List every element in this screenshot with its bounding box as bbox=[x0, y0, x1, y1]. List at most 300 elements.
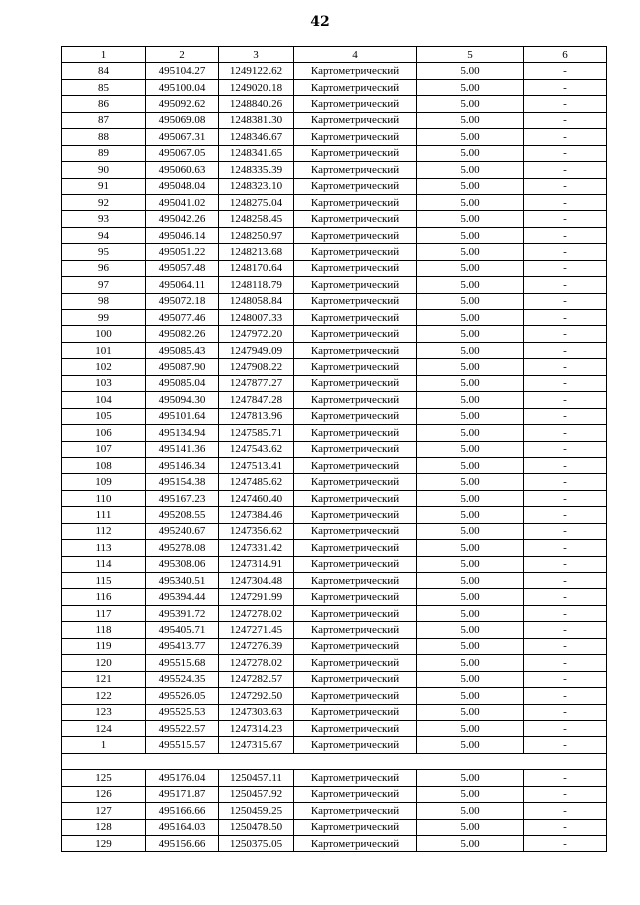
table-cell: 495156.66 bbox=[146, 836, 219, 852]
table-cell: 1248335.39 bbox=[219, 162, 294, 178]
table-cell: 5.00 bbox=[417, 293, 524, 309]
table-row bbox=[62, 392, 607, 408]
table-row bbox=[62, 408, 607, 424]
table-cell: 5.00 bbox=[417, 803, 524, 819]
table-cell: 495046.14 bbox=[146, 227, 219, 243]
table-cell: 108 bbox=[62, 457, 146, 473]
table-row bbox=[62, 277, 607, 293]
header-cell: 6 bbox=[524, 47, 607, 63]
table-cell: 86 bbox=[62, 96, 146, 112]
table-row bbox=[62, 704, 607, 720]
table-cell: - bbox=[524, 671, 607, 687]
table-cell: 5.00 bbox=[417, 688, 524, 704]
table-cell: 1 bbox=[62, 737, 146, 753]
table-cell: Картометрический bbox=[294, 194, 417, 210]
table-cell: - bbox=[524, 507, 607, 523]
table-cell: - bbox=[524, 260, 607, 276]
table-cell: 495067.05 bbox=[146, 145, 219, 161]
table-row bbox=[62, 671, 607, 687]
table-cell: Картометрический bbox=[294, 145, 417, 161]
table-cell: 113 bbox=[62, 540, 146, 556]
table-cell: Картометрический bbox=[294, 359, 417, 375]
table-cell: - bbox=[524, 310, 607, 326]
table-row bbox=[62, 836, 607, 852]
table-cell: 495176.04 bbox=[146, 770, 219, 786]
table-row bbox=[62, 457, 607, 473]
table-row bbox=[62, 129, 607, 145]
table-cell: 116 bbox=[62, 589, 146, 605]
table-cell: 118 bbox=[62, 622, 146, 638]
group-separator-row bbox=[62, 753, 607, 769]
table-row bbox=[62, 310, 607, 326]
table-cell: 495104.27 bbox=[146, 63, 219, 79]
table-cell: 1248170.64 bbox=[219, 260, 294, 276]
table-cell: - bbox=[524, 523, 607, 539]
table-row bbox=[62, 770, 607, 786]
table-cell: Картометрический bbox=[294, 638, 417, 654]
table-row bbox=[62, 540, 607, 556]
table-cell: 5.00 bbox=[417, 359, 524, 375]
table-cell: Картометрический bbox=[294, 573, 417, 589]
table-header bbox=[62, 47, 607, 63]
table-cell: 1247384.46 bbox=[219, 507, 294, 523]
table-cell: 5.00 bbox=[417, 490, 524, 506]
table-cell: 5.00 bbox=[417, 145, 524, 161]
table-cell: Картометрический bbox=[294, 605, 417, 621]
table-cell: 115 bbox=[62, 573, 146, 589]
table-cell: - bbox=[524, 737, 607, 753]
table-cell: 495208.55 bbox=[146, 507, 219, 523]
table-cell: 495391.72 bbox=[146, 605, 219, 621]
table-cell: - bbox=[524, 638, 607, 654]
table-cell: 495134.94 bbox=[146, 425, 219, 441]
table-cell: 495526.05 bbox=[146, 688, 219, 704]
table-cell: Картометрический bbox=[294, 819, 417, 835]
table-cell: - bbox=[524, 490, 607, 506]
table-cell: 1248058.84 bbox=[219, 293, 294, 309]
table-cell: 495100.04 bbox=[146, 79, 219, 95]
table-cell: 95 bbox=[62, 244, 146, 260]
table-cell: 1247271.45 bbox=[219, 622, 294, 638]
table-cell: Картометрический bbox=[294, 770, 417, 786]
table-cell: 5.00 bbox=[417, 194, 524, 210]
table-cell: 87 bbox=[62, 112, 146, 128]
table-row bbox=[62, 244, 607, 260]
table-cell: 495067.31 bbox=[146, 129, 219, 145]
table-cell: 5.00 bbox=[417, 112, 524, 128]
table-cell: 495048.04 bbox=[146, 178, 219, 194]
table-cell: Картометрический bbox=[294, 556, 417, 572]
table-cell: 5.00 bbox=[417, 277, 524, 293]
table-cell: Картометрический bbox=[294, 244, 417, 260]
table-cell: - bbox=[524, 375, 607, 391]
table-cell: 495101.64 bbox=[146, 408, 219, 424]
table-cell: 1247877.27 bbox=[219, 375, 294, 391]
table-cell: 5.00 bbox=[417, 523, 524, 539]
table-cell: 110 bbox=[62, 490, 146, 506]
header-cell: 2 bbox=[146, 47, 219, 63]
table-cell: - bbox=[524, 441, 607, 457]
table-cell: - bbox=[524, 540, 607, 556]
table-cell: 5.00 bbox=[417, 622, 524, 638]
table-cell: 495141.36 bbox=[146, 441, 219, 457]
table-cell: - bbox=[524, 129, 607, 145]
table-cell: 107 bbox=[62, 441, 146, 457]
table-cell: 495405.71 bbox=[146, 622, 219, 638]
table-cell: 96 bbox=[62, 260, 146, 276]
table-cell: 5.00 bbox=[417, 589, 524, 605]
table-cell: - bbox=[524, 622, 607, 638]
table-cell: - bbox=[524, 227, 607, 243]
table-row bbox=[62, 211, 607, 227]
header-cell: 4 bbox=[294, 47, 417, 63]
table-cell: 5.00 bbox=[417, 342, 524, 358]
table-cell: 495082.26 bbox=[146, 326, 219, 342]
table-cell: Картометрический bbox=[294, 655, 417, 671]
table-cell: Картометрический bbox=[294, 260, 417, 276]
table-cell: 5.00 bbox=[417, 310, 524, 326]
header-row bbox=[62, 47, 607, 63]
table-cell: 117 bbox=[62, 605, 146, 621]
table-cell: 5.00 bbox=[417, 260, 524, 276]
table-cell: 114 bbox=[62, 556, 146, 572]
table-cell: 1247356.62 bbox=[219, 523, 294, 539]
table-cell: - bbox=[524, 556, 607, 572]
table-cell: 5.00 bbox=[417, 671, 524, 687]
table-row bbox=[62, 375, 607, 391]
table-cell: - bbox=[524, 474, 607, 490]
table-cell: 90 bbox=[62, 162, 146, 178]
table-cell: 128 bbox=[62, 819, 146, 835]
table-row bbox=[62, 589, 607, 605]
table-row bbox=[62, 573, 607, 589]
table-row bbox=[62, 803, 607, 819]
table-row bbox=[62, 96, 607, 112]
table-cell: Картометрический bbox=[294, 507, 417, 523]
table-cell: 5.00 bbox=[417, 408, 524, 424]
table-cell: - bbox=[524, 342, 607, 358]
table-cell: 1247585.71 bbox=[219, 425, 294, 441]
table-cell: - bbox=[524, 145, 607, 161]
table-cell: - bbox=[524, 819, 607, 835]
table-cell: - bbox=[524, 655, 607, 671]
header-cell: 1 bbox=[62, 47, 146, 63]
table-cell: 5.00 bbox=[417, 770, 524, 786]
table-cell: 125 bbox=[62, 770, 146, 786]
table-cell: Картометрический bbox=[294, 786, 417, 802]
table-cell: 1250478.50 bbox=[219, 819, 294, 835]
table-cell: 5.00 bbox=[417, 326, 524, 342]
table-cell: Картометрический bbox=[294, 540, 417, 556]
table-cell: 102 bbox=[62, 359, 146, 375]
table-cell: 119 bbox=[62, 638, 146, 654]
page-number: 42 bbox=[310, 14, 330, 30]
table-cell: - bbox=[524, 277, 607, 293]
table-cell: 495525.53 bbox=[146, 704, 219, 720]
table-cell: 1248213.68 bbox=[219, 244, 294, 260]
table-cell: 495515.68 bbox=[146, 655, 219, 671]
table-cell: Картометрический bbox=[294, 836, 417, 852]
table-row bbox=[62, 342, 607, 358]
table-cell: 84 bbox=[62, 63, 146, 79]
table-cell: 495522.57 bbox=[146, 720, 219, 736]
table-cell: 495069.08 bbox=[146, 112, 219, 128]
table-cell: Картометрический bbox=[294, 474, 417, 490]
table-cell: Картометрический bbox=[294, 129, 417, 145]
table-cell: Картометрический bbox=[294, 622, 417, 638]
table-row bbox=[62, 720, 607, 736]
table-cell: 1247291.99 bbox=[219, 589, 294, 605]
table-cell: Картометрический bbox=[294, 490, 417, 506]
table-row bbox=[62, 227, 607, 243]
table-row bbox=[62, 293, 607, 309]
table-cell: 1247278.02 bbox=[219, 655, 294, 671]
table-row bbox=[62, 605, 607, 621]
table-cell: - bbox=[524, 96, 607, 112]
table-cell: Картометрический bbox=[294, 293, 417, 309]
table-cell: 1247303.63 bbox=[219, 704, 294, 720]
table-cell: Картометрический bbox=[294, 342, 417, 358]
table-cell: 495042.26 bbox=[146, 211, 219, 227]
table-cell: 495064.11 bbox=[146, 277, 219, 293]
table-cell: 1247460.40 bbox=[219, 490, 294, 506]
table-cell: Картометрический bbox=[294, 392, 417, 408]
table-cell: 495394.44 bbox=[146, 589, 219, 605]
table-cell: 1247543.62 bbox=[219, 441, 294, 457]
table-cell: 5.00 bbox=[417, 704, 524, 720]
table-cell: 122 bbox=[62, 688, 146, 704]
header-cell: 3 bbox=[219, 47, 294, 63]
table-cell: - bbox=[524, 112, 607, 128]
table-cell: 495094.30 bbox=[146, 392, 219, 408]
table-cell: 5.00 bbox=[417, 244, 524, 260]
table-cell: 1248007.33 bbox=[219, 310, 294, 326]
table-cell: 5.00 bbox=[417, 474, 524, 490]
table-cell: - bbox=[524, 359, 607, 375]
table-cell: - bbox=[524, 803, 607, 819]
table-row bbox=[62, 786, 607, 802]
table-cell: 129 bbox=[62, 836, 146, 852]
table-row bbox=[62, 474, 607, 490]
table-cell: 85 bbox=[62, 79, 146, 95]
table-cell: 495524.35 bbox=[146, 671, 219, 687]
table-body bbox=[62, 63, 607, 852]
table-cell: 5.00 bbox=[417, 786, 524, 802]
table-cell: 5.00 bbox=[417, 79, 524, 95]
table-cell: 1247331.42 bbox=[219, 540, 294, 556]
table-row bbox=[62, 359, 607, 375]
table-cell: 495166.66 bbox=[146, 803, 219, 819]
table-cell: 103 bbox=[62, 375, 146, 391]
table-cell: Картометрический bbox=[294, 523, 417, 539]
table-row bbox=[62, 737, 607, 753]
table-cell: - bbox=[524, 63, 607, 79]
table-row bbox=[62, 688, 607, 704]
table-cell: Картометрический bbox=[294, 63, 417, 79]
table-row bbox=[62, 260, 607, 276]
table-cell: 109 bbox=[62, 474, 146, 490]
table-cell: 495057.48 bbox=[146, 260, 219, 276]
table-cell: 5.00 bbox=[417, 540, 524, 556]
table-cell: 1247908.22 bbox=[219, 359, 294, 375]
table-cell: - bbox=[524, 211, 607, 227]
table-cell: 1247315.67 bbox=[219, 737, 294, 753]
table-cell: 1247813.96 bbox=[219, 408, 294, 424]
table-cell: 1247314.91 bbox=[219, 556, 294, 572]
table-cell: - bbox=[524, 425, 607, 441]
table-cell: Картометрический bbox=[294, 457, 417, 473]
table-cell: 120 bbox=[62, 655, 146, 671]
table-cell: - bbox=[524, 786, 607, 802]
table-cell: Картометрический bbox=[294, 96, 417, 112]
table-cell: 1250375.05 bbox=[219, 836, 294, 852]
table-cell: 1248341.65 bbox=[219, 145, 294, 161]
table-cell: Картометрический bbox=[294, 162, 417, 178]
table-cell: 112 bbox=[62, 523, 146, 539]
table-cell: 5.00 bbox=[417, 227, 524, 243]
table-cell: 98 bbox=[62, 293, 146, 309]
table-cell: 495240.67 bbox=[146, 523, 219, 539]
table-cell: 127 bbox=[62, 803, 146, 819]
table-cell: 1247485.62 bbox=[219, 474, 294, 490]
table-cell: 1248840.26 bbox=[219, 96, 294, 112]
table-cell: 89 bbox=[62, 145, 146, 161]
table-cell: 495146.34 bbox=[146, 457, 219, 473]
table-row bbox=[62, 655, 607, 671]
table-cell: 5.00 bbox=[417, 392, 524, 408]
table-cell: 5.00 bbox=[417, 573, 524, 589]
table-cell: Картометрический bbox=[294, 589, 417, 605]
table-cell: 1248258.45 bbox=[219, 211, 294, 227]
table-cell: 5.00 bbox=[417, 836, 524, 852]
table-cell: 91 bbox=[62, 178, 146, 194]
table-cell: 495413.77 bbox=[146, 638, 219, 654]
table-cell: 495164.03 bbox=[146, 819, 219, 835]
table-cell: - bbox=[524, 194, 607, 210]
table-cell: 1247847.28 bbox=[219, 392, 294, 408]
table-cell: 5.00 bbox=[417, 605, 524, 621]
table-cell: Картометрический bbox=[294, 178, 417, 194]
table-cell: 5.00 bbox=[417, 375, 524, 391]
table-cell: 106 bbox=[62, 425, 146, 441]
table-cell: 93 bbox=[62, 211, 146, 227]
table-cell: Картометрический bbox=[294, 375, 417, 391]
table-cell: 495154.38 bbox=[146, 474, 219, 490]
table-cell: Картометрический bbox=[294, 227, 417, 243]
table-cell: 495087.90 bbox=[146, 359, 219, 375]
table-cell: 99 bbox=[62, 310, 146, 326]
table-cell: 123 bbox=[62, 704, 146, 720]
table-row bbox=[62, 63, 607, 79]
table-cell: Картометрический bbox=[294, 425, 417, 441]
table-cell: Картометрический bbox=[294, 671, 417, 687]
table-cell: 495060.63 bbox=[146, 162, 219, 178]
table-cell: 1249020.18 bbox=[219, 79, 294, 95]
coordinates-table bbox=[61, 46, 607, 852]
table-cell: 5.00 bbox=[417, 507, 524, 523]
table-row bbox=[62, 523, 607, 539]
header-cell: 5 bbox=[417, 47, 524, 63]
table-cell: 1247972.20 bbox=[219, 326, 294, 342]
table-cell: 1247314.23 bbox=[219, 720, 294, 736]
table-cell: Картометрический bbox=[294, 803, 417, 819]
table-cell: Картометрический bbox=[294, 277, 417, 293]
table-cell: 495085.43 bbox=[146, 342, 219, 358]
table-cell: 5.00 bbox=[417, 655, 524, 671]
table-cell: 495167.23 bbox=[146, 490, 219, 506]
table-cell: 495278.08 bbox=[146, 540, 219, 556]
table-cell: Картометрический bbox=[294, 310, 417, 326]
table-cell: 101 bbox=[62, 342, 146, 358]
table-cell: 92 bbox=[62, 194, 146, 210]
table-row bbox=[62, 326, 607, 342]
table-cell: - bbox=[524, 688, 607, 704]
table-cell: - bbox=[524, 178, 607, 194]
table-cell: Картометрический bbox=[294, 112, 417, 128]
table-cell: - bbox=[524, 408, 607, 424]
table-cell: 1248118.79 bbox=[219, 277, 294, 293]
table-cell: - bbox=[524, 836, 607, 852]
table-cell: - bbox=[524, 605, 607, 621]
table-cell: 495077.46 bbox=[146, 310, 219, 326]
table-row bbox=[62, 79, 607, 95]
table-cell: 94 bbox=[62, 227, 146, 243]
table-cell: 1250459.25 bbox=[219, 803, 294, 819]
table-cell: 5.00 bbox=[417, 96, 524, 112]
table-cell: - bbox=[524, 457, 607, 473]
table-cell: 5.00 bbox=[417, 211, 524, 227]
table-cell: 1248381.30 bbox=[219, 112, 294, 128]
table-cell: 495092.62 bbox=[146, 96, 219, 112]
table-cell: - bbox=[524, 589, 607, 605]
table-cell: 100 bbox=[62, 326, 146, 342]
table-cell: Картометрический bbox=[294, 704, 417, 720]
table-row bbox=[62, 112, 607, 128]
table-row bbox=[62, 507, 607, 523]
table-row bbox=[62, 556, 607, 572]
table-cell: 495515.57 bbox=[146, 737, 219, 753]
table-row bbox=[62, 162, 607, 178]
table-cell: 124 bbox=[62, 720, 146, 736]
table-cell: 495085.04 bbox=[146, 375, 219, 391]
table-cell: 495308.06 bbox=[146, 556, 219, 572]
table-cell: 5.00 bbox=[417, 457, 524, 473]
table-cell: 1248250.97 bbox=[219, 227, 294, 243]
table-cell: 1248275.04 bbox=[219, 194, 294, 210]
table-cell: 1247304.48 bbox=[219, 573, 294, 589]
table-cell: Картометрический bbox=[294, 737, 417, 753]
table-cell: - bbox=[524, 704, 607, 720]
table-cell: 5.00 bbox=[417, 556, 524, 572]
table-cell: 1248323.10 bbox=[219, 178, 294, 194]
table-cell: 126 bbox=[62, 786, 146, 802]
table-row bbox=[62, 145, 607, 161]
table-cell: 5.00 bbox=[417, 441, 524, 457]
table-cell: 495072.18 bbox=[146, 293, 219, 309]
table-cell: 1247282.57 bbox=[219, 671, 294, 687]
table-cell: 5.00 bbox=[417, 720, 524, 736]
table-cell: 104 bbox=[62, 392, 146, 408]
table-cell: 5.00 bbox=[417, 178, 524, 194]
table-cell: 5.00 bbox=[417, 737, 524, 753]
table-cell: - bbox=[524, 720, 607, 736]
table-cell: 495340.51 bbox=[146, 573, 219, 589]
table-cell: 1247949.09 bbox=[219, 342, 294, 358]
table-cell: 1247278.02 bbox=[219, 605, 294, 621]
table-cell: - bbox=[524, 162, 607, 178]
table-cell: 5.00 bbox=[417, 638, 524, 654]
table-cell: 5.00 bbox=[417, 63, 524, 79]
